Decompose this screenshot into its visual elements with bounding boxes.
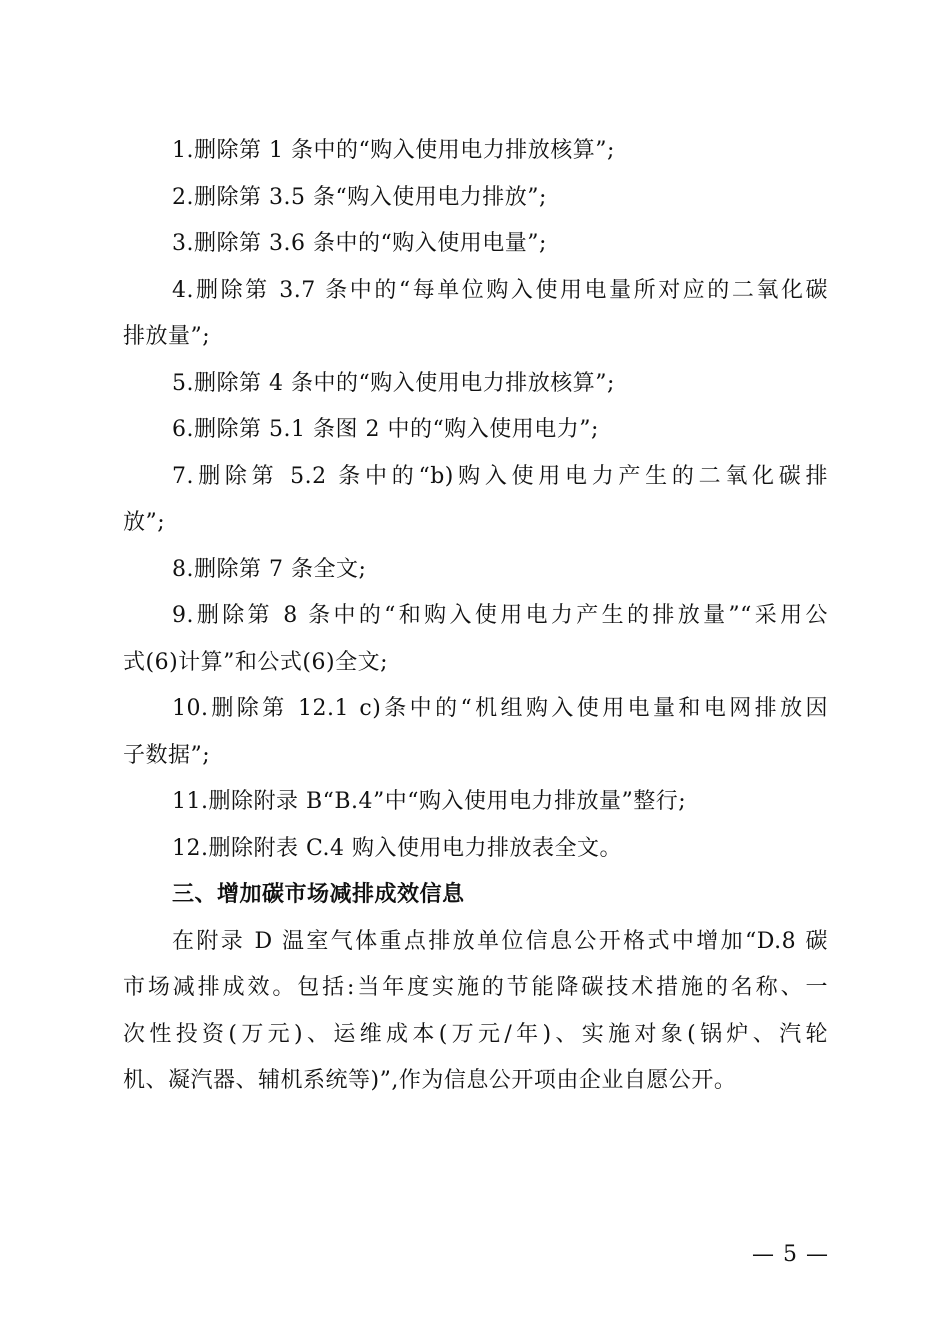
paragraph-3: 3.删除第 3.6 条中的“购入使用电量”; xyxy=(172,231,547,256)
page-number: — 5 — xyxy=(752,1242,829,1267)
paragraph-9-line-1: 9.删除第 8 条中的“和购入使用电力产生的排放量”“采用公 xyxy=(172,603,828,628)
paragraph-4-line-2: 排放量”; xyxy=(123,324,211,349)
paragraph-5: 5.删除第 4 条中的“购入使用电力排放核算”; xyxy=(172,371,615,396)
paragraph-7-line-1: 7.删除第 5.2 条中的“b)购入使用电力产生的二氧化碳排 xyxy=(172,464,828,489)
paragraph-8: 8.删除第 7 条全文; xyxy=(172,557,367,582)
section-paragraph-line-3: 次性投资(万元)、运维成本(万元/年)、实施对象(锅炉、汽轮 xyxy=(123,1022,828,1047)
paragraph-2: 2.删除第 3.5 条“购入使用电力排放”; xyxy=(172,185,547,210)
section-paragraph-line-4: 机、凝汽器、辅机系统等)”,作为信息公开项由企业自愿公开。 xyxy=(123,1068,737,1093)
paragraph-11: 11.删除附录 B“B.4”中“购入使用电力排放量”整行; xyxy=(172,789,687,814)
section-heading: 三、增加碳市场减排成效信息 xyxy=(172,882,465,907)
paragraph-4-line-1: 4.删除第 3.7 条中的“每单位购入使用电量所对应的二氧化碳 xyxy=(172,278,828,303)
paragraph-6: 6.删除第 5.1 条图 2 中的“购入使用电力”; xyxy=(172,417,599,442)
paragraph-10-line-2: 子数据”; xyxy=(123,743,211,768)
section-paragraph-line-2: 市场减排成效。包括:当年度实施的节能降碳技术措施的名称、一 xyxy=(123,975,828,1000)
paragraph-10-line-1: 10.删除第 12.1 c)条中的“机组购入使用电量和电网排放因 xyxy=(172,696,828,721)
paragraph-12: 12.删除附表 C.4 购入使用电力排放表全文。 xyxy=(172,836,623,861)
paragraph-7-line-2: 放”; xyxy=(123,510,166,535)
paragraph-9-line-2: 式(6)计算”和公式(6)全文; xyxy=(123,650,388,675)
paragraph-1: 1.删除第 1 条中的“购入使用电力排放核算”; xyxy=(172,138,615,163)
section-paragraph-line-1: 在附录 D 温室气体重点排放单位信息公开格式中增加“D.8 碳 xyxy=(172,929,828,954)
